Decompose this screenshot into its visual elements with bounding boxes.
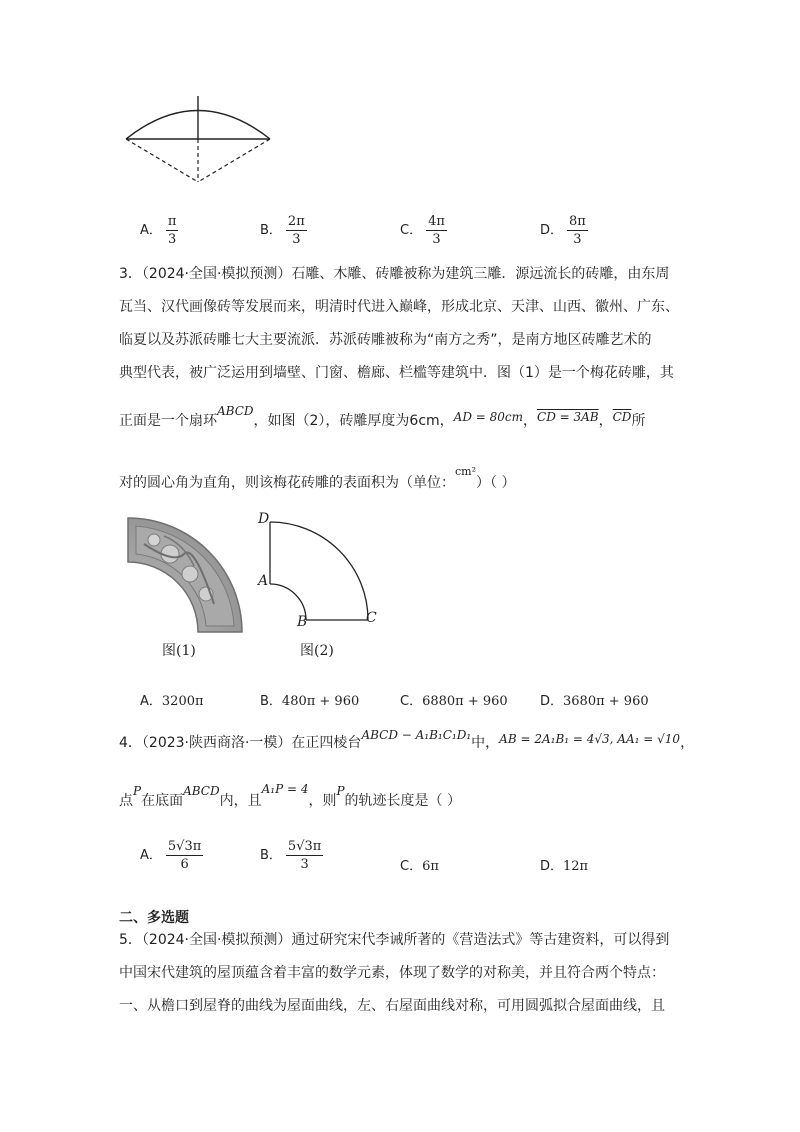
- option-value: 3200π: [161, 694, 204, 709]
- q3-line-2: 瓦当、汉代画像砖等发展而来，明清时代进入巅峰，形成北京、天津、山西、徽州、广东、: [119, 299, 679, 315]
- option-label: C．: [400, 694, 423, 709]
- option-label: C．: [400, 859, 423, 874]
- option-value: 6π: [422, 859, 439, 874]
- fraction: $\frac{8\pi}{3}$: [569, 214, 586, 247]
- fraction: $\frac{2\pi}{3}$: [287, 214, 305, 247]
- q3-option-d[interactable]: [540, 690, 649, 709]
- section-heading: 二、多选题: [119, 910, 189, 926]
- q2-option-c[interactable]: [400, 213, 447, 248]
- sector-ring-figure: [252, 508, 382, 632]
- q2-option-a[interactable]: [140, 213, 178, 248]
- q3-line-1: 3．（2024·全国·模拟预测）石雕、木雕、砖雕被称为建筑三雕．源远流长的砖雕，由东周: [119, 266, 670, 282]
- option-label: A．: [140, 694, 162, 709]
- option-label: D．: [540, 694, 564, 709]
- q2-option-b[interactable]: [260, 213, 307, 248]
- q5-line-1: 5．（2024·全国·模拟预测）通过研究宋代李诫所著的《营造法式》等古建资料，可以得到: [119, 932, 670, 948]
- q4-line-2: 点P在底面ABCD内，且A₁P = 4，则P的轨迹长度是（ ）: [119, 782, 461, 809]
- label-b: B: [297, 614, 308, 630]
- fraction: $\frac{5√3\pi}{6}$: [167, 839, 202, 872]
- option-value: 3680π + 960: [563, 694, 649, 709]
- q4-option-a[interactable]: [140, 838, 203, 873]
- brick-carving-photo: [124, 514, 246, 636]
- option-value: 6880π + 960: [422, 694, 508, 709]
- label-c: C: [366, 610, 377, 626]
- q4-line-1: 4．（2023·陕西商洛·一模）在正四棱台ABCD − A₁B₁C₁D₁中，AB = 2A₁B₁ = 4√3, AA₁ = √10，: [119, 728, 695, 751]
- q3-option-c[interactable]: [400, 690, 508, 709]
- q3-line-6: 对的圆心角为直角，则该梅花砖雕的表面积为（单位：$^{cm^2}$）（ ）: [119, 465, 516, 491]
- label-d: D: [258, 511, 270, 527]
- option-value: 480π + 960: [281, 694, 360, 709]
- q4-option-d[interactable]: [540, 855, 588, 874]
- option-label: B．: [260, 694, 282, 709]
- option-value: 12π: [563, 859, 589, 874]
- option-label: A．: [140, 223, 162, 238]
- option-label: B．: [260, 848, 282, 863]
- option-label: B．: [260, 223, 282, 238]
- fig2-caption: 图(2): [300, 643, 334, 659]
- fraction: $\frac{\pi}{3}$: [167, 214, 177, 247]
- option-label: D．: [540, 223, 564, 238]
- option-label: A．: [140, 848, 162, 863]
- q5-line-2: 中国宋代建筑的屋顶蕴含着丰富的数学元素，体现了数学的对称美，并且符合两个特点：: [119, 965, 665, 981]
- q3-line-5: 正面是一个扇环ABCD，如图（2），砖雕厚度为6cm，AD = 80cm，CD = 3AB，$\overline{CD}$所: [119, 404, 646, 429]
- q3-line-4: 典型代表，被广泛运用到墙壁、门窗、檐廊、栏槛等建筑中．图（1）是一个梅花砖雕，其: [119, 365, 674, 381]
- q3-option-b[interactable]: [260, 690, 359, 709]
- q3-line-3: 临夏以及苏派砖雕七大主要流派．苏派砖雕被称为“南方之秀”，是南方地区砖雕艺术的: [119, 332, 652, 348]
- fraction: $\frac{5√3\pi}{3}$: [287, 839, 322, 872]
- q2-option-d[interactable]: [540, 213, 588, 248]
- option-label: D．: [540, 859, 564, 874]
- q3-option-a[interactable]: [140, 690, 204, 709]
- option-label: C．: [400, 223, 423, 238]
- q5-line-3: 一、从檐口到屋脊的曲线为屋面曲线，左、右屋面曲线对称，可用圆弧拟合屋面曲线，且: [119, 998, 665, 1014]
- q4-option-b[interactable]: [260, 838, 323, 873]
- q4-option-c[interactable]: [400, 855, 439, 874]
- sector-figure: [118, 92, 278, 188]
- label-a: A: [258, 573, 269, 589]
- fig1-caption: 图(1): [162, 643, 196, 659]
- fraction: $\frac{4\pi}{3}$: [428, 214, 445, 247]
